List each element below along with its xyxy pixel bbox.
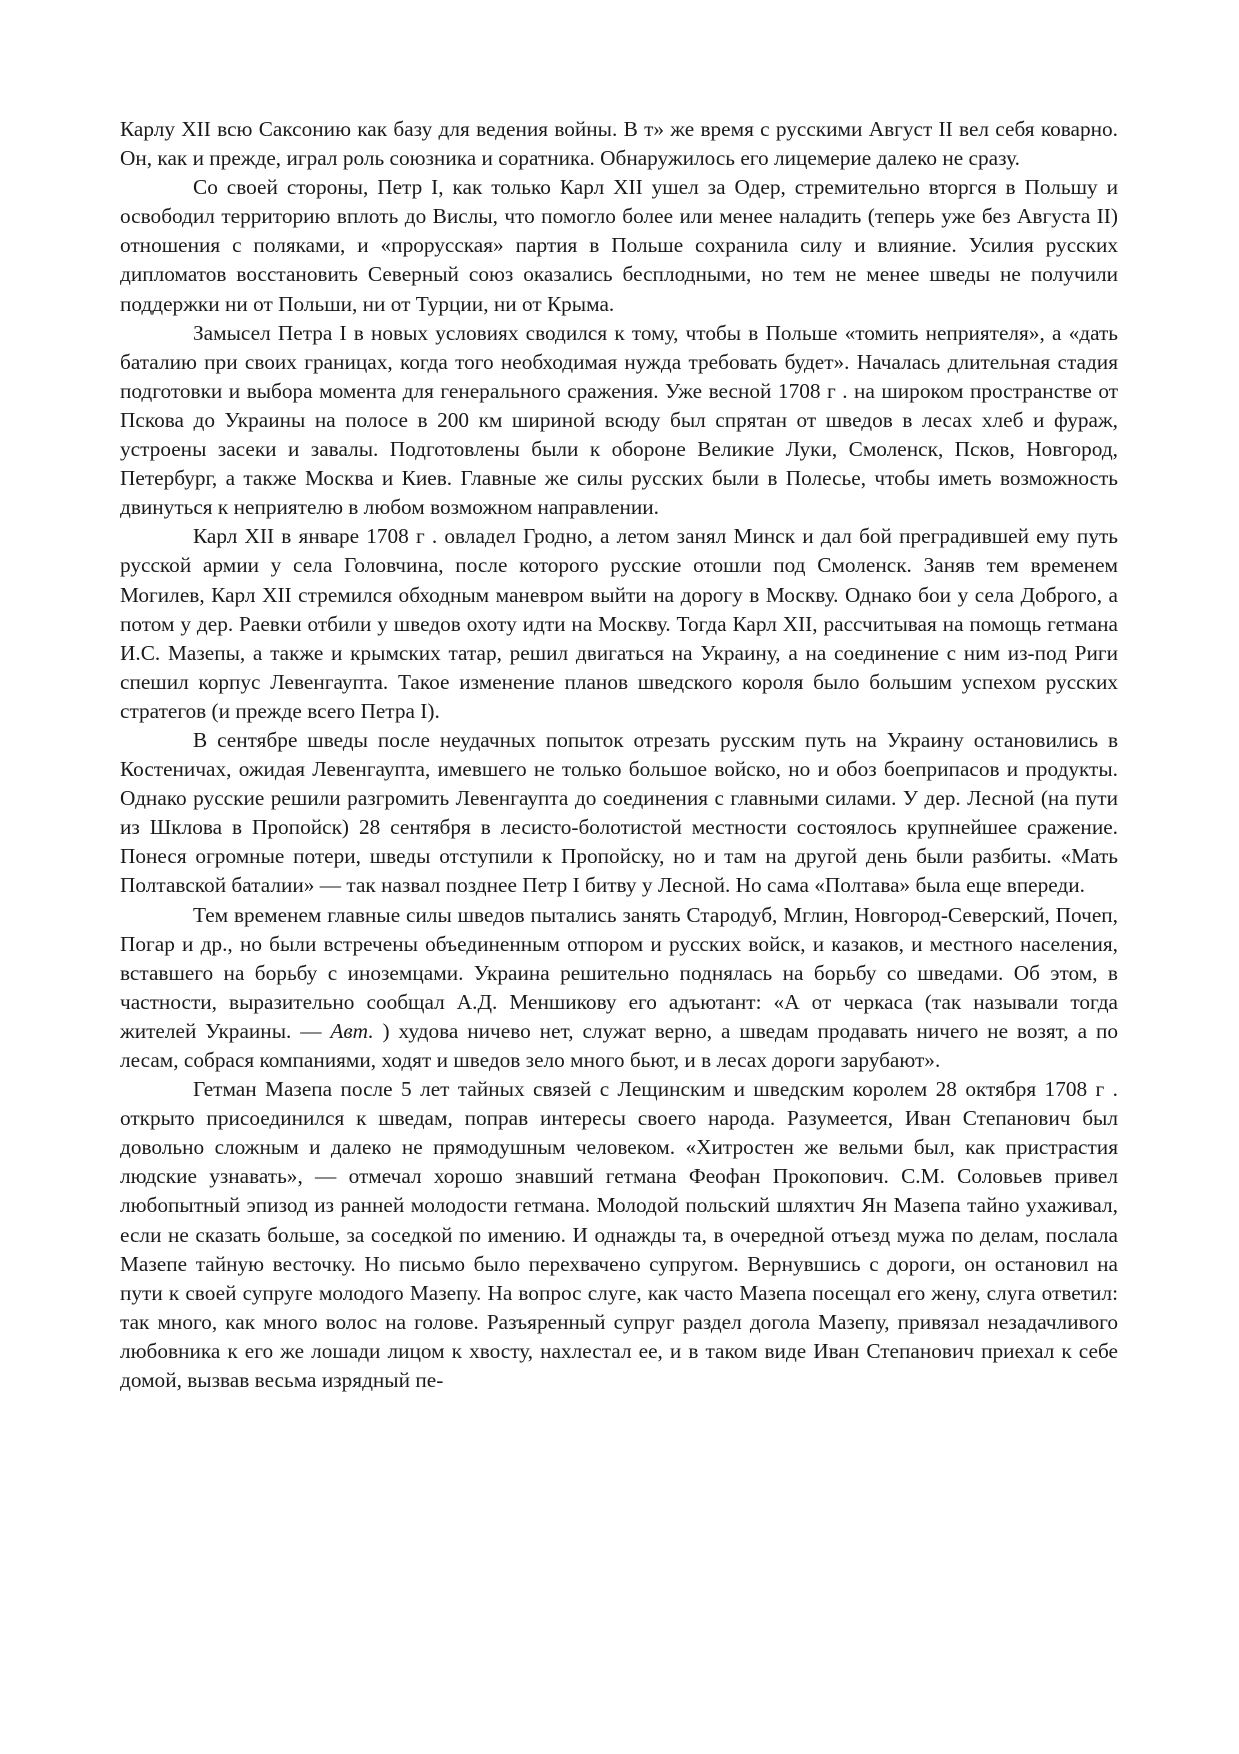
paragraph-4: Карл XII в январе 1708 г . овладел Гродно, а летом занял Минск и дал бой преградившей ему путь русской армии у села Головчина, после которого русские отошли под Смоленск. Заняв тем временем Могилев, Карл XII стремился обходным маневром выйти на дорогу в Москву. Однако бои у села Доброго, а потом у дер. Раевки отбили у шведов охоту идти на Москву. Тогда Карл XII, рассчитывая на помощь гетмана И.С. Мазепы, а также и крымских татар, решил двигаться на Украину, а на соединение с ним из-под Риги спешил корпус Левенгаупта. Такое изменение планов шведского короля было большим успехом русских стратегов (и прежде всего Петра I). — [120, 524, 1118, 723]
paragraph-6-text-after: ) худова ничево нет, служат верно, а шведам продавать ничего не возят, а по лесам, собрася компаниями, ходят и шведов зело много бьют, и в лесах дороги зарубают». — [120, 1018, 1118, 1072]
paragraph-3: Замысел Петра I в новых условиях сводился к тому, чтобы в Польше «томить неприятеля», а «дать баталию при своих границах, когда того необходимая нужда требовать будет». Началась длительная стадия подготовки и выбора момента для генерального сражения. Уже весной 1708 г . на широком пространстве от Пскова до Украины на полосе в 200 км шириной всюду был спрятан от шведов в лесах хлеб и фураж, устроены засеки и завалы. Подготовлены были к обороне Великие Луки, Смоленск, Псков, Новгород, Петербург, а также Москва и Киев. Главные же силы русских были в Полесье, чтобы иметь возможность двинуться к неприятелю в любом возможном направлении. — [120, 320, 1118, 520]
author-note-abbreviation: Авт. — [330, 1018, 374, 1043]
paragraph-5: В сентябре шведы после неудачных попыток отрезать русским путь на Украину остановились в Костеничах, ожидая Левенгаупта, имевшего не только большое войско, но и обоз боеприпасов и продукты. Однако русские решили разгромить Левенгаупта до соединения с главными силами. У дер. Лесной (на пути из Шклова в Пропойск) 28 сентября в лесисто-болотистой местности состоялось крупнейшее сражение. Понеся огромные потери, шведы отступили к Пропойску, но и там на другой день были разбиты. «Мать Полтавской баталии» — так назвал позднее Петр I битву у Лесной. Но сама «Полтава» была еще впереди. — [120, 727, 1118, 898]
paragraph-6-text-before: Тем временем главные силы шведов пытались занять Стародуб, Мглин, Новгород-Северский, Почеп, Погар и др., но были встречены объединенным отпором и русских войск, и казаков, и местного населения, вставшего на борьбу с иноземцами. Украина решительно поднялась на борьбу со шведами. Об этом, в частности, выразительно сообщал А.Д. Меншикову его адъютант: «А от черкаса (так называли тогда жителей Украины. — — [120, 902, 1118, 1043]
paragraph-1: Карлу XII всю Саксонию как базу для ведения войны. В т» же время с русскими Август II вел себя коварно. Он, как и прежде, играл роль союзника и соратника. Обнаружилось его лицемерие далеко не сразу. — [120, 117, 1118, 171]
document-page — [120, 115, 1118, 1395]
paragraph-6 — [120, 901, 1118, 1076]
paragraph-7: Гетман Мазепа после 5 лет тайных связей с Лещинским и шведским королем 28 октября 1708 г . открыто присоединился к шведам, поправ интересы своего народа. Разумеется, Иван Степанович был довольно сложным и далеко не прямодушным человеком. «Хитростен же вельми был, как пристрастия людские узнавать», — отмечал хорошо знавший гетмана Феофан Прокопович. С.М. Соловьев привел любопытный эпизод из ранней молодости гетмана. Молодой польский шляхтич Ян Мазепа тайно ухаживал, если не сказать больше, за соседкой по имению. И однажды та, в очередной отъезд мужа по делам, послала Мазепе тайную весточку. Но письмо было перехвачено супругом. Вернувшись с дороги, он остановил на пути к своей супруге молодого Мазепу. На вопрос слуге, как часто Мазепа посещал его жену, слуга ответил: так много, как много волос на голове. Разъяренный супруг раздел догола Мазепу, привязал незадачливого любовника к его же лошади лицом к хвосту, нахлестал ее, и в таком виде Иван Степанович приехал к себе домой, вызвав весьма изрядный пе- — [120, 1077, 1118, 1393]
paragraph-2: Со своей стороны, Петр I, как только Карл XII ушел за Одер, стремительно вторгся в Польшу и освободил территорию вплоть до Вислы, что помогло более или менее наладить (теперь уже без Августа II) отношения с поляками, и «прорусская» партия в Польше сохранила силу и влияние. Усилия русских дипломатов восстановить Северный союз оказались бесплодными, но тем не менее шведы не получили поддержки ни от Польши, ни от Турции, ни от Крыма. — [120, 175, 1118, 316]
